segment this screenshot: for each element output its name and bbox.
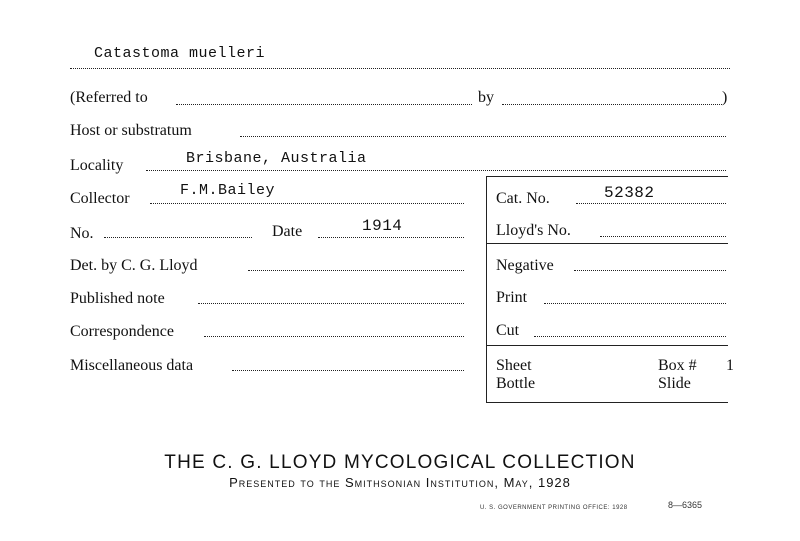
negative-line bbox=[574, 270, 726, 271]
lloyds-no-label: Lloyd's No. bbox=[496, 222, 571, 239]
cat-no-line bbox=[576, 203, 726, 204]
published-label: Published note bbox=[70, 290, 165, 307]
box-left bbox=[486, 176, 487, 402]
collection-title: THE C. G. LLOYD MYCOLOGICAL COLLECTION bbox=[164, 452, 636, 473]
slide-label: Slide bbox=[658, 375, 691, 392]
box-bottom bbox=[486, 402, 728, 403]
form-code: 8—6365 bbox=[668, 500, 703, 510]
locality-line bbox=[146, 170, 726, 171]
correspondence-label: Correspondence bbox=[70, 323, 174, 340]
printing-office-note: U. S. GOVERNMENT PRINTING OFFICE: 1928 bbox=[480, 505, 628, 511]
box-value: 1 bbox=[726, 357, 734, 374]
box-top bbox=[486, 176, 728, 177]
box-label: Box # bbox=[658, 357, 697, 374]
no-label: No. bbox=[70, 225, 94, 242]
cut-label: Cut bbox=[496, 322, 520, 339]
locality-value: Brisbane, Australia bbox=[186, 150, 367, 167]
box-divider-2 bbox=[486, 345, 728, 346]
collector-value: F.M.Bailey bbox=[180, 182, 276, 199]
cat-no-value: 52382 bbox=[604, 184, 655, 202]
species-name: Catastoma muelleri bbox=[94, 45, 266, 62]
box-divider-1 bbox=[486, 243, 728, 244]
referred-to-label: (Referred to bbox=[70, 89, 148, 106]
collection-subtitle: Presented to the Smithsonian Institution, May, 1928 bbox=[229, 475, 571, 490]
misc-line bbox=[232, 370, 464, 371]
collector-line bbox=[150, 203, 464, 204]
correspondence-line bbox=[204, 336, 464, 337]
date-line bbox=[318, 237, 464, 238]
by-line bbox=[502, 104, 722, 105]
host-label: Host or substratum bbox=[70, 122, 192, 139]
referred-to-line bbox=[176, 104, 472, 105]
print-line bbox=[544, 303, 726, 304]
species-line bbox=[70, 68, 730, 69]
negative-label: Negative bbox=[496, 257, 554, 274]
no-line bbox=[104, 237, 252, 238]
date-label: Date bbox=[272, 223, 303, 240]
date-value: 1914 bbox=[362, 217, 403, 235]
lloyds-no-line bbox=[600, 236, 726, 237]
collector-label: Collector bbox=[70, 190, 130, 207]
close-paren: ) bbox=[722, 89, 728, 106]
sheet-label: Sheet bbox=[496, 357, 532, 374]
det-label: Det. by C. G. Lloyd bbox=[70, 257, 198, 274]
host-line bbox=[240, 136, 726, 137]
bottle-label: Bottle bbox=[496, 375, 536, 392]
misc-label: Miscellaneous data bbox=[70, 357, 194, 374]
by-label: by bbox=[478, 89, 494, 106]
published-line bbox=[198, 303, 464, 304]
locality-label: Locality bbox=[70, 157, 124, 174]
cat-no-label: Cat. No. bbox=[496, 190, 550, 207]
det-line bbox=[248, 270, 464, 271]
cut-line bbox=[534, 336, 726, 337]
print-label: Print bbox=[496, 289, 528, 306]
